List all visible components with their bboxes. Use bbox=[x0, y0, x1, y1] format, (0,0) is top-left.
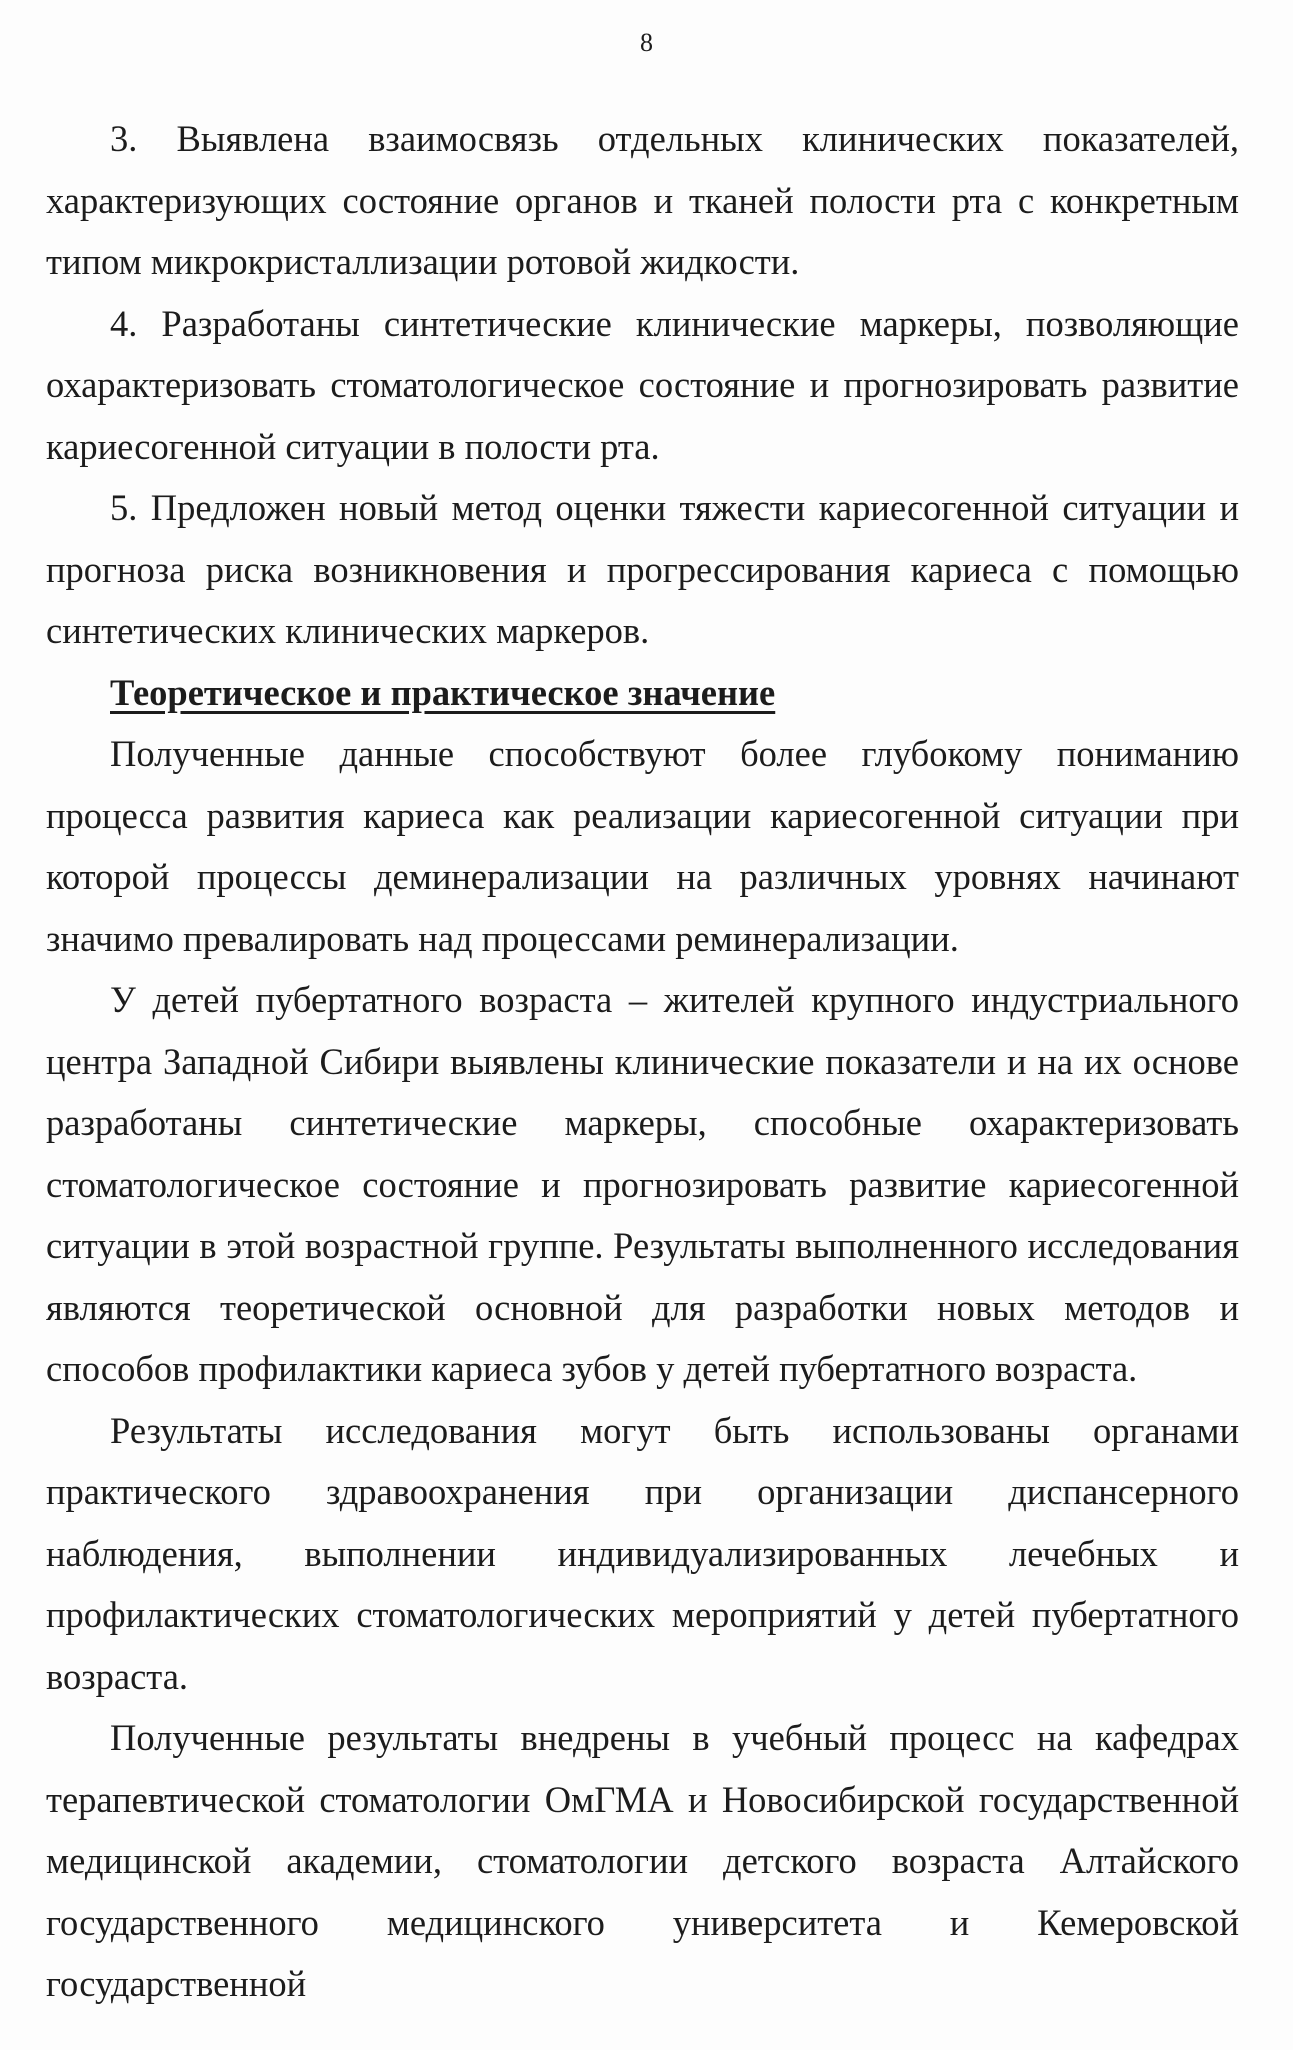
paragraph: Полученные результаты внедрены в учебный процесс на кафедрах терапевтической стоматологии ОмГМА и Новосибирской государственной медицинской академии, стоматологии детского возраста Алтайского государственного медицинского университета и Кемеровской государственной bbox=[46, 1717, 1239, 2004]
page-number: 8 bbox=[640, 28, 653, 57]
paragraph: Полученные данные способствуют более глубокому пониманию процесса развития кариеса как реализации кариесогенной ситуации при которой процессы деминерализации на различных уровнях начинают значимо превалировать над процессами реминерализации. bbox=[46, 733, 1239, 959]
section-heading: Теоретическое и практическое значение bbox=[110, 671, 776, 713]
novelty-item-3: 3. Выявлена взаимосвязь отдельных клинических показателей, характеризующих состояние органов и тканей полости рта с конкретным типом микрокристаллизации ротовой жидкости. bbox=[46, 118, 1239, 282]
novelty-item-4: 4. Разработаны синтетические клинические маркеры, позволяющие охарактеризовать стоматологическое состояние и прогнозировать развитие кариесогенной ситуации в полости рта. bbox=[46, 302, 1239, 467]
novelty-item-5: 5. Предложен новый метод оценки тяжести кариесогенной ситуации и прогноза риска возникновения и прогрессирования кариеса с помощью синтетических клинических маркеров. bbox=[46, 487, 1239, 651]
page-body bbox=[46, 108, 1239, 2015]
paragraph: Результаты исследования могут быть использованы органами практического здравоохранения при организации диспансерного наблюдения, выполнении индивидуализированных лечебных и профилактических стоматологических мероприятий у детей пубертатного возраста. bbox=[46, 1409, 1239, 1697]
paragraph: У детей пубертатного возраста – жителей крупного индустриального центра Западной Сибири выявлены клинические показатели и на их основе разработаны синтетические маркеры, способные охарактеризовать стоматологическое состояние и прогнозировать развитие кариесогенной ситуации в этой возрастной группе. Результаты выполненного исследования являются теоретической основной для разработки новых методов и способов профилактики кариеса зубов у детей пубертатного возраста. bbox=[46, 979, 1239, 1389]
